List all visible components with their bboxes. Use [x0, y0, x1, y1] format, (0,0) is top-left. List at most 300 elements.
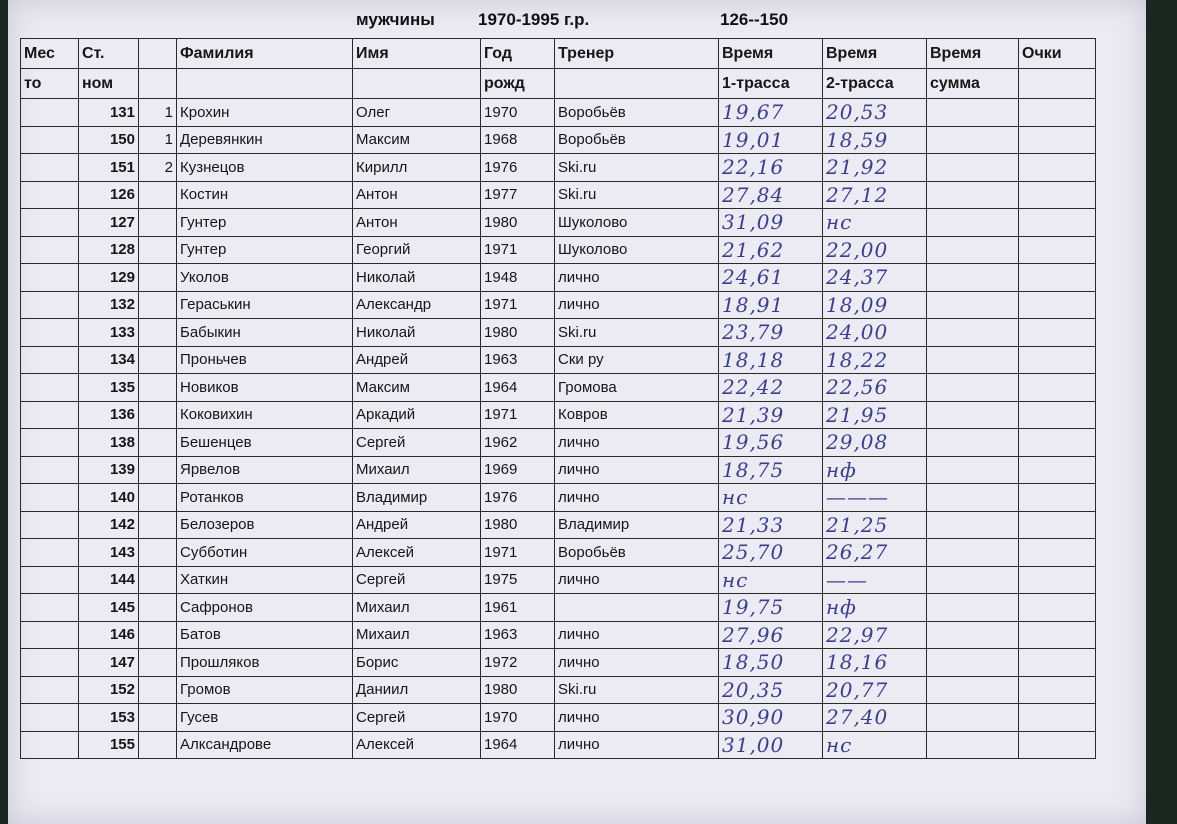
cell-time-1: 27,84: [719, 181, 823, 209]
cell-time-sum: [927, 429, 1019, 457]
cell-time-sum: [927, 181, 1019, 209]
cell-start-num: 145: [79, 594, 139, 622]
cell-birth-year: 1968: [481, 126, 555, 154]
table-row: [21, 264, 1096, 292]
cell-coach: Владимир: [555, 511, 719, 539]
cell-last-name: Хаткин: [177, 566, 353, 594]
cell-group: [139, 181, 177, 209]
cell-start-num: 129: [79, 264, 139, 292]
cell-time-1: 31,09: [719, 209, 823, 237]
cell-coach: лично: [555, 704, 719, 732]
cell-points: [1019, 154, 1096, 182]
cell-first-name: Антон: [353, 181, 481, 209]
cell-points: [1019, 731, 1096, 759]
col-first-name: Имя: [353, 39, 481, 69]
cell-start-num: 153: [79, 704, 139, 732]
cell-first-name: Владимир: [353, 484, 481, 512]
col-group-sub: [139, 69, 177, 99]
cell-last-name: Коковихин: [177, 401, 353, 429]
cell-place: [21, 374, 79, 402]
cell-time-1: 18,18: [719, 346, 823, 374]
cell-first-name: Алексей: [353, 731, 481, 759]
cell-time-2: 18,16: [823, 649, 927, 677]
cell-first-name: Даниил: [353, 676, 481, 704]
cell-coach: Ski.ru: [555, 676, 719, 704]
table-row: [21, 484, 1096, 512]
cell-time-sum: [927, 484, 1019, 512]
cell-coach: лично: [555, 291, 719, 319]
cell-time-1: 30,90: [719, 704, 823, 732]
col-group: [139, 39, 177, 69]
cell-place: [21, 429, 79, 457]
col-start-num-sub: ном: [79, 69, 139, 99]
cell-time-1: 22,42: [719, 374, 823, 402]
table-row: [21, 209, 1096, 237]
cell-birth-year: 1980: [481, 319, 555, 347]
cell-coach: [555, 594, 719, 622]
cell-start-num: 138: [79, 429, 139, 457]
cell-coach: Ковров: [555, 401, 719, 429]
cell-place: [21, 401, 79, 429]
cell-points: [1019, 181, 1096, 209]
cell-place: [21, 649, 79, 677]
cell-start-num: 150: [79, 126, 139, 154]
cell-coach: Громова: [555, 374, 719, 402]
cell-group: [139, 456, 177, 484]
cell-start-num: 132: [79, 291, 139, 319]
cell-group: [139, 649, 177, 677]
table-row: [21, 704, 1096, 732]
cell-time-1: 31,00: [719, 731, 823, 759]
cell-group: 1: [139, 126, 177, 154]
cell-group: [139, 566, 177, 594]
cell-points: [1019, 566, 1096, 594]
table-row: [21, 401, 1096, 429]
cell-first-name: Михаил: [353, 621, 481, 649]
cell-last-name: Гунтер: [177, 209, 353, 237]
cell-time-sum: [927, 566, 1019, 594]
cell-time-2: 24,37: [823, 264, 927, 292]
cell-group: [139, 264, 177, 292]
cell-time-sum: [927, 319, 1019, 347]
cell-birth-year: 1970: [481, 99, 555, 127]
cell-birth-year: 1970: [481, 704, 555, 732]
cell-points: [1019, 676, 1096, 704]
col-time-2: Время: [823, 39, 927, 69]
cell-start-num: 152: [79, 676, 139, 704]
cell-start-num: 151: [79, 154, 139, 182]
cell-last-name: Гераськин: [177, 291, 353, 319]
cell-time-sum: [927, 209, 1019, 237]
cell-birth-year: 1976: [481, 154, 555, 182]
cell-time-2: ———: [823, 484, 927, 512]
cell-birth-year: 1980: [481, 511, 555, 539]
cell-time-2: 27,40: [823, 704, 927, 732]
table-row: [21, 154, 1096, 182]
cell-start-num: 136: [79, 401, 139, 429]
cell-first-name: Аркадий: [353, 401, 481, 429]
cell-first-name: Алексей: [353, 539, 481, 567]
cell-last-name: Ротанков: [177, 484, 353, 512]
cell-birth-year: 1975: [481, 566, 555, 594]
cell-time-1: 27,96: [719, 621, 823, 649]
cell-first-name: Максим: [353, 374, 481, 402]
cell-time-sum: [927, 401, 1019, 429]
col-last-name: Фамилия: [177, 39, 353, 69]
table-row: [21, 566, 1096, 594]
cell-coach: Ski.ru: [555, 319, 719, 347]
cell-birth-year: 1971: [481, 236, 555, 264]
col-first-name-sub: [353, 69, 481, 99]
table-row: [21, 676, 1096, 704]
cell-group: [139, 236, 177, 264]
table-row: [21, 346, 1096, 374]
cell-birth-year: 1976: [481, 484, 555, 512]
cell-start-num: 147: [79, 649, 139, 677]
table-row: [21, 731, 1096, 759]
cell-group: [139, 731, 177, 759]
cell-start-num: 144: [79, 566, 139, 594]
cell-points: [1019, 649, 1096, 677]
cell-place: [21, 209, 79, 237]
cell-place: [21, 319, 79, 347]
cell-time-2: нс: [823, 731, 927, 759]
col-time-2-sub: 2-трасса: [823, 69, 927, 99]
cell-last-name: Новиков: [177, 374, 353, 402]
cell-start-num: 139: [79, 456, 139, 484]
cell-time-1: 19,01: [719, 126, 823, 154]
col-time-1: Время: [719, 39, 823, 69]
cell-coach: лично: [555, 456, 719, 484]
cell-points: [1019, 484, 1096, 512]
cell-time-1: 21,62: [719, 236, 823, 264]
cell-coach: Воробьёв: [555, 126, 719, 154]
cell-place: [21, 704, 79, 732]
cell-start-num: 146: [79, 621, 139, 649]
col-points-sub: [1019, 69, 1096, 99]
cell-time-2: 21,95: [823, 401, 927, 429]
cell-time-sum: [927, 704, 1019, 732]
cell-time-sum: [927, 154, 1019, 182]
title-range: 126--150: [720, 10, 789, 29]
col-place: Мес: [21, 39, 79, 69]
cell-time-sum: [927, 374, 1019, 402]
cell-place: [21, 484, 79, 512]
cell-time-2: 29,08: [823, 429, 927, 457]
cell-last-name: Кузнецов: [177, 154, 353, 182]
col-place-sub: то: [21, 69, 79, 99]
cell-time-1: 24,61: [719, 264, 823, 292]
cell-time-2: 20,53: [823, 99, 927, 127]
cell-first-name: Николай: [353, 264, 481, 292]
cell-place: [21, 566, 79, 594]
cell-points: [1019, 209, 1096, 237]
cell-points: [1019, 594, 1096, 622]
cell-time-1: 22,16: [719, 154, 823, 182]
cell-coach: лично: [555, 621, 719, 649]
col-time-sum-sub: сумма: [927, 69, 1019, 99]
table-row: [21, 539, 1096, 567]
cell-birth-year: 1963: [481, 621, 555, 649]
results-sheet: [8, 0, 1146, 824]
cell-time-1: 18,75: [719, 456, 823, 484]
cell-first-name: Кирилл: [353, 154, 481, 182]
cell-place: [21, 456, 79, 484]
cell-group: [139, 676, 177, 704]
cell-coach: Ski.ru: [555, 154, 719, 182]
cell-group: 2: [139, 154, 177, 182]
cell-last-name: Бабыкин: [177, 319, 353, 347]
table-row: [21, 594, 1096, 622]
cell-start-num: 155: [79, 731, 139, 759]
cell-place: [21, 539, 79, 567]
cell-time-sum: [927, 676, 1019, 704]
cell-time-2: нф: [823, 456, 927, 484]
table-row: [21, 649, 1096, 677]
cell-points: [1019, 346, 1096, 374]
cell-start-num: 133: [79, 319, 139, 347]
cell-time-2: 21,25: [823, 511, 927, 539]
table-row: [21, 126, 1096, 154]
cell-points: [1019, 539, 1096, 567]
cell-place: [21, 99, 79, 127]
cell-time-sum: [927, 539, 1019, 567]
table-row: [21, 511, 1096, 539]
cell-points: [1019, 511, 1096, 539]
col-last-name-sub: [177, 69, 353, 99]
cell-birth-year: 1980: [481, 209, 555, 237]
cell-time-2: 18,59: [823, 126, 927, 154]
col-time-sum: Время: [927, 39, 1019, 69]
cell-coach: Ski.ru: [555, 181, 719, 209]
cell-points: [1019, 99, 1096, 127]
cell-time-1: 23,79: [719, 319, 823, 347]
cell-place: [21, 346, 79, 374]
col-birth-year: Год: [481, 39, 555, 69]
cell-coach: Шуколово: [555, 209, 719, 237]
cell-time-2: нф: [823, 594, 927, 622]
sheet-title: [8, 10, 1146, 32]
cell-coach: лично: [555, 429, 719, 457]
cell-birth-year: 1961: [481, 594, 555, 622]
cell-first-name: Александр: [353, 291, 481, 319]
cell-time-1: 21,39: [719, 401, 823, 429]
cell-place: [21, 154, 79, 182]
cell-points: [1019, 236, 1096, 264]
table-row: [21, 181, 1096, 209]
cell-first-name: Сергей: [353, 429, 481, 457]
cell-group: [139, 209, 177, 237]
cell-group: [139, 291, 177, 319]
cell-points: [1019, 429, 1096, 457]
cell-coach: лично: [555, 566, 719, 594]
cell-last-name: Бешенцев: [177, 429, 353, 457]
cell-time-sum: [927, 99, 1019, 127]
cell-place: [21, 511, 79, 539]
cell-time-sum: [927, 456, 1019, 484]
cell-points: [1019, 126, 1096, 154]
cell-first-name: Максим: [353, 126, 481, 154]
cell-place: [21, 181, 79, 209]
cell-birth-year: 1972: [481, 649, 555, 677]
title-group: мужчины: [356, 10, 435, 29]
cell-time-1: 19,75: [719, 594, 823, 622]
cell-last-name: Проньчев: [177, 346, 353, 374]
cell-place: [21, 264, 79, 292]
cell-start-num: 134: [79, 346, 139, 374]
cell-time-2: 24,00: [823, 319, 927, 347]
cell-start-num: 131: [79, 99, 139, 127]
cell-time-sum: [927, 731, 1019, 759]
cell-last-name: Гунтер: [177, 236, 353, 264]
cell-birth-year: 1980: [481, 676, 555, 704]
cell-coach: лично: [555, 731, 719, 759]
table-row: [21, 291, 1096, 319]
cell-time-2: 22,00: [823, 236, 927, 264]
cell-time-1: 21,33: [719, 511, 823, 539]
cell-coach: Воробьёв: [555, 99, 719, 127]
cell-last-name: Алксандрове: [177, 731, 353, 759]
cell-group: [139, 621, 177, 649]
cell-last-name: Гусев: [177, 704, 353, 732]
cell-first-name: Андрей: [353, 511, 481, 539]
cell-start-num: 127: [79, 209, 139, 237]
cell-birth-year: 1977: [481, 181, 555, 209]
col-coach: Тренер: [555, 39, 719, 69]
cell-time-2: 18,22: [823, 346, 927, 374]
cell-birth-year: 1969: [481, 456, 555, 484]
cell-points: [1019, 264, 1096, 292]
cell-place: [21, 621, 79, 649]
cell-time-2: 22,56: [823, 374, 927, 402]
cell-place: [21, 236, 79, 264]
cell-last-name: Сафронов: [177, 594, 353, 622]
table-row: [21, 456, 1096, 484]
cell-first-name: Михаил: [353, 456, 481, 484]
cell-points: [1019, 319, 1096, 347]
cell-place: [21, 731, 79, 759]
cell-first-name: Борис: [353, 649, 481, 677]
header-row-1: [21, 39, 1096, 69]
cell-start-num: 128: [79, 236, 139, 264]
cell-group: [139, 704, 177, 732]
cell-last-name: Громов: [177, 676, 353, 704]
cell-time-1: нс: [719, 484, 823, 512]
cell-time-2: ——: [823, 566, 927, 594]
cell-time-2: 18,09: [823, 291, 927, 319]
cell-points: [1019, 401, 1096, 429]
results-table: [20, 38, 1096, 759]
table-row: [21, 429, 1096, 457]
col-coach-sub: [555, 69, 719, 99]
cell-birth-year: 1971: [481, 539, 555, 567]
cell-group: [139, 594, 177, 622]
cell-group: [139, 511, 177, 539]
table-row: [21, 374, 1096, 402]
cell-time-sum: [927, 264, 1019, 292]
cell-first-name: Николай: [353, 319, 481, 347]
table-row: [21, 319, 1096, 347]
cell-birth-year: 1962: [481, 429, 555, 457]
cell-group: [139, 374, 177, 402]
cell-group: [139, 346, 177, 374]
cell-birth-year: 1964: [481, 374, 555, 402]
cell-time-2: нс: [823, 209, 927, 237]
cell-first-name: Андрей: [353, 346, 481, 374]
cell-last-name: Батов: [177, 621, 353, 649]
cell-time-2: 27,12: [823, 181, 927, 209]
cell-coach: Воробьёв: [555, 539, 719, 567]
cell-points: [1019, 621, 1096, 649]
cell-last-name: Ярвелов: [177, 456, 353, 484]
cell-first-name: Георгий: [353, 236, 481, 264]
cell-group: 1: [139, 99, 177, 127]
cell-start-num: 135: [79, 374, 139, 402]
cell-place: [21, 291, 79, 319]
cell-time-1: 19,67: [719, 99, 823, 127]
cell-group: [139, 429, 177, 457]
cell-coach: лично: [555, 484, 719, 512]
cell-birth-year: 1971: [481, 401, 555, 429]
cell-last-name: Прошляков: [177, 649, 353, 677]
cell-time-2: 20,77: [823, 676, 927, 704]
cell-time-sum: [927, 236, 1019, 264]
cell-first-name: Михаил: [353, 594, 481, 622]
cell-points: [1019, 291, 1096, 319]
cell-start-num: 142: [79, 511, 139, 539]
cell-first-name: Олег: [353, 99, 481, 127]
col-start-num: Ст.: [79, 39, 139, 69]
cell-time-sum: [927, 621, 1019, 649]
col-time-1-sub: 1-трасса: [719, 69, 823, 99]
cell-last-name: Уколов: [177, 264, 353, 292]
cell-first-name: Антон: [353, 209, 481, 237]
cell-first-name: Сергей: [353, 704, 481, 732]
cell-time-2: 21,92: [823, 154, 927, 182]
cell-time-sum: [927, 346, 1019, 374]
cell-last-name: Костин: [177, 181, 353, 209]
cell-last-name: Деревянкин: [177, 126, 353, 154]
cell-start-num: 140: [79, 484, 139, 512]
cell-time-sum: [927, 594, 1019, 622]
cell-group: [139, 319, 177, 347]
cell-time-sum: [927, 291, 1019, 319]
cell-time-2: 22,97: [823, 621, 927, 649]
table-row: [21, 621, 1096, 649]
cell-time-sum: [927, 126, 1019, 154]
cell-group: [139, 539, 177, 567]
cell-place: [21, 594, 79, 622]
cell-start-num: 126: [79, 181, 139, 209]
cell-start-num: 143: [79, 539, 139, 567]
cell-points: [1019, 704, 1096, 732]
cell-time-1: 25,70: [719, 539, 823, 567]
cell-birth-year: 1971: [481, 291, 555, 319]
cell-time-sum: [927, 511, 1019, 539]
cell-place: [21, 676, 79, 704]
cell-last-name: Крохин: [177, 99, 353, 127]
cell-time-sum: [927, 649, 1019, 677]
cell-time-1: 18,50: [719, 649, 823, 677]
cell-time-1: 18,91: [719, 291, 823, 319]
cell-points: [1019, 456, 1096, 484]
header-row-2: [21, 69, 1096, 99]
cell-time-2: 26,27: [823, 539, 927, 567]
cell-group: [139, 484, 177, 512]
cell-coach: Шуколово: [555, 236, 719, 264]
cell-place: [21, 126, 79, 154]
cell-first-name: Сергей: [353, 566, 481, 594]
